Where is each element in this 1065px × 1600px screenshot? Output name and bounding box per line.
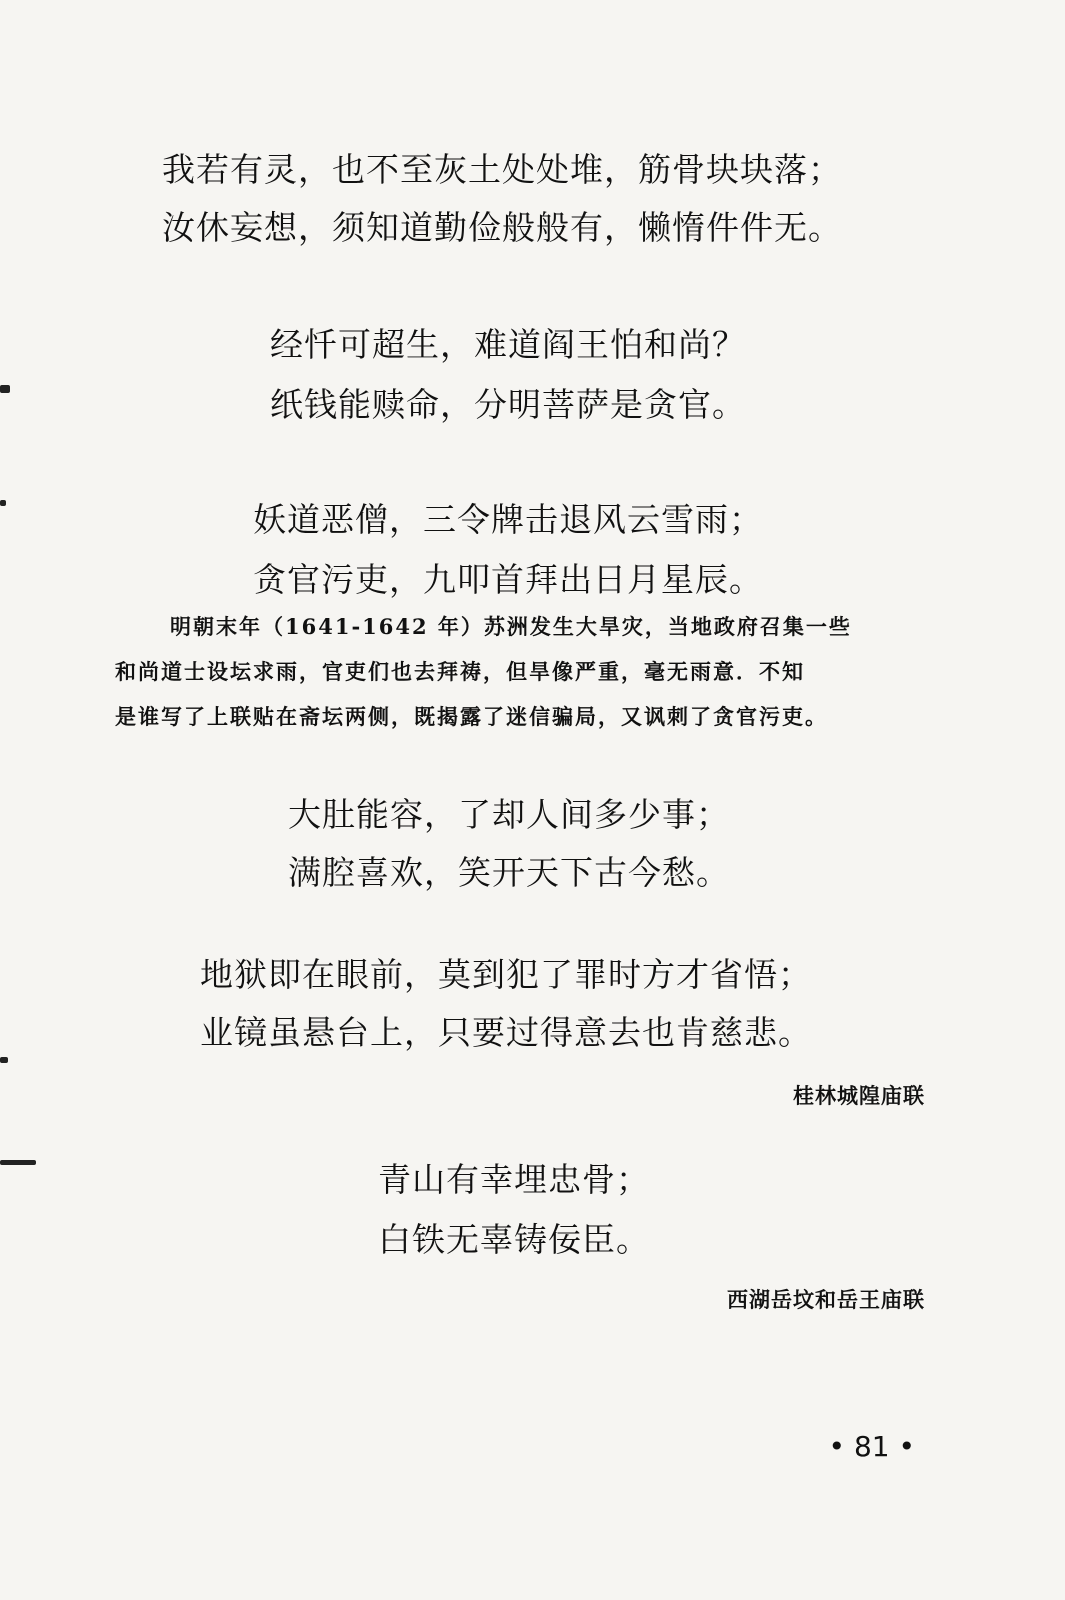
couplet-3-note-line-3: 是谁写了上联贴在斋坛两侧，既揭露了迷信骗局，又讽刺了贪官污吏。 bbox=[115, 704, 828, 729]
couplet-1-lower-line: 汝休妄想，须知道勤俭般般有，懒惰件件无。 bbox=[162, 208, 842, 247]
couplet-3-note-line-1: 明朝末年（1641-1642 年）苏洲发生大旱灾，当地政府召集一些 bbox=[170, 614, 852, 639]
couplet-4-lower-line: 满腔喜欢，笑开天下古今愁。 bbox=[288, 853, 730, 892]
couplet-2-lower-line: 纸钱能赎命，分明菩萨是贪官。 bbox=[270, 385, 746, 424]
couplet-1-upper-line: 我若有灵，也不至灰土处处堆，筋骨块块落； bbox=[162, 150, 842, 189]
couplet-6-upper-line: 青山有幸埋忠骨； bbox=[378, 1160, 650, 1199]
scan-edge-mark bbox=[0, 385, 10, 393]
couplet-5-upper-line: 地狱即在眼前，莫到犯了罪时方才省悟； bbox=[200, 955, 812, 994]
couplet-2-upper-line: 经忏可超生，难道阎王怕和尚？ bbox=[270, 325, 746, 364]
couplet-4-upper-line: 大肚能容，了却人间多少事； bbox=[288, 795, 730, 834]
couplet-3-upper-line: 妖道恶僧，三令牌击退风云雪雨； bbox=[253, 500, 763, 539]
scan-edge-mark bbox=[0, 1160, 36, 1165]
couplet-6-caption: 西湖岳坟和岳王庙联 bbox=[727, 1287, 925, 1312]
page-number: • 81 • bbox=[828, 1430, 915, 1463]
scan-edge-mark bbox=[0, 1057, 8, 1063]
couplet-6-lower-line: 白铁无辜铸佞臣。 bbox=[378, 1220, 650, 1259]
couplet-5-caption: 桂林城隍庙联 bbox=[793, 1083, 925, 1108]
scan-edge-mark bbox=[0, 500, 6, 506]
couplet-5-lower-line: 业镜虽悬台上，只要过得意去也肯慈悲。 bbox=[200, 1013, 812, 1052]
couplet-3-note-line-2: 和尚道士设坛求雨，官吏们也去拜祷，但旱像严重，毫无雨意．不知 bbox=[115, 659, 805, 684]
couplet-3-lower-line: 贪官污吏，九叩首拜出日月星辰。 bbox=[253, 560, 763, 599]
